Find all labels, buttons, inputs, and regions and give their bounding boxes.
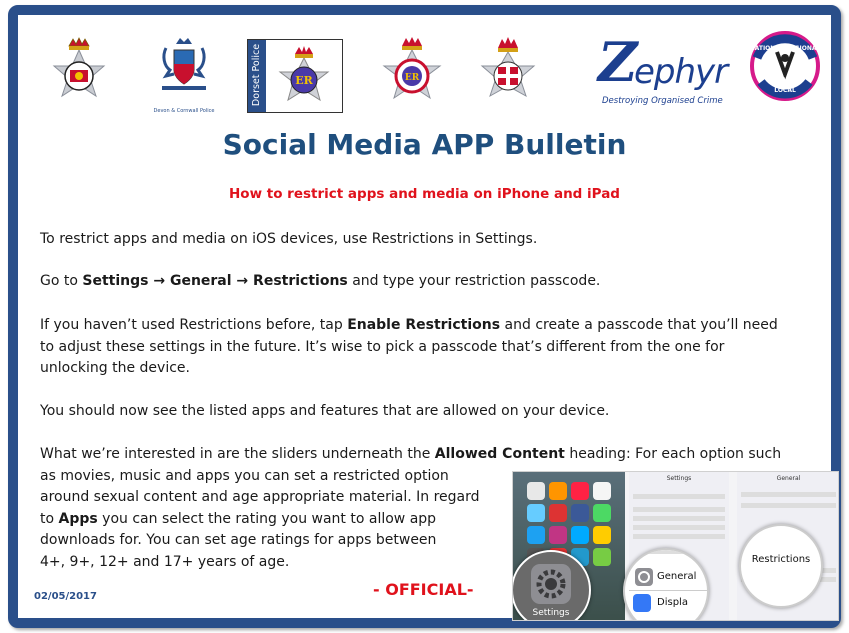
paragraph-enable: If you haven’t used Restrictions before, tap Enable Restrictions and create a passcode that you’ll need to adjust these settings in the future. It’s wise to pick a passcode that’s different from the one for unlocking the device. [40, 317, 778, 376]
dorset-police-logo [247, 39, 343, 113]
zephyr-wordmark: ephyr [634, 52, 728, 92]
restrictions-term: Restrictions [253, 273, 348, 289]
wiltshire-police-logo [472, 34, 544, 112]
devon-cornwall-caption: Devon & Cornwall Police [153, 108, 215, 114]
zephyr-tagline: Destroying Organised Crime [602, 96, 723, 106]
rocu-top-text: NATIONAL REGIONAL [749, 45, 821, 52]
settings-zoom-circle [512, 550, 591, 621]
paragraph-allowed-content: What we’re interested in are the sliders underneath the Allowed Content heading: For each option such as movies, music and apps you can set a restricted option around sexual content and age appropriate material. In regard to Apps you can select the rating you want to allow app downloads for. You can set age ratings for apps between 4+, 9+, 12+ and 17+ years of age. [40, 446, 782, 570]
official-marking: - OFFICIAL- [373, 580, 474, 599]
paragraph-intro: To restrict apps and media on iOS devices, use Restrictions in Settings. [40, 231, 538, 247]
restrictions-label: Restrictions [751, 554, 811, 565]
general-label: General [657, 571, 697, 582]
settings-term: Settings [82, 273, 149, 289]
display-label: Displa [657, 597, 688, 608]
rocu-local-text: LOCAL [774, 87, 796, 94]
bulletin-title: Social Media APP Bulletin [222, 128, 627, 161]
rocu-gain-text: GAIN [775, 76, 795, 84]
paragraph-path: Go to Settings → General → Restrictions and type your restriction passcode. [40, 273, 601, 289]
devon-cornwall-police-logo [152, 36, 216, 96]
dorset-police-text: Dorset Police [251, 43, 262, 107]
gloucestershire-constabulary-logo [374, 34, 450, 114]
apps-term: Apps [58, 510, 98, 527]
paragraph-listed: You should now see the listed apps and features that are allowed on your device. [40, 403, 610, 419]
allowed-content-term: Allowed Content [434, 446, 565, 462]
svg-text:ER: ER [404, 73, 420, 83]
general-term: General [169, 273, 232, 289]
zephyr-logo: Z ephyr Destroying Organised Crime [598, 36, 730, 114]
svg-text:ER: ER [295, 74, 313, 87]
settings-list: Settings [629, 472, 729, 621]
settings-label: Settings [532, 608, 570, 618]
regional-organised-crime-unit-logo [749, 30, 821, 102]
bulletin-date: 02/05/2017 [34, 591, 97, 602]
bulletin-subtitle: How to restrict apps and media on iPhone and iPad [229, 186, 620, 202]
general-list: General [737, 472, 839, 621]
general-gear-icon [635, 568, 653, 586]
enable-restrictions-term: Enable Restrictions [347, 317, 501, 333]
gear-icon [529, 562, 573, 606]
avon-somerset-police-logo [46, 36, 112, 112]
restrictions-zoom-circle [739, 524, 823, 608]
ios-settings-screenshot [512, 471, 839, 621]
